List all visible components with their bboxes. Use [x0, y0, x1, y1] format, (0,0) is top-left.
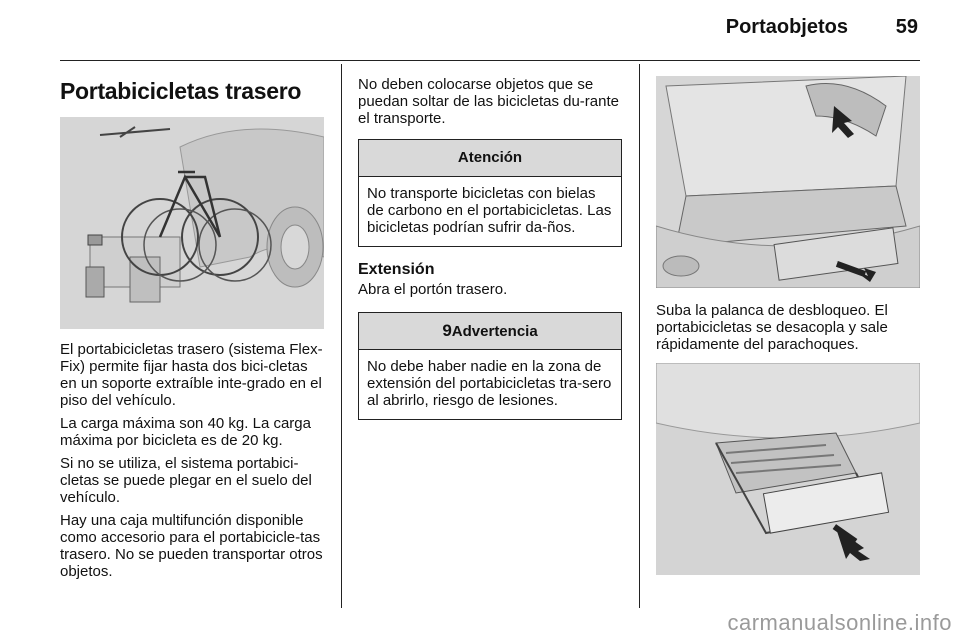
trunk-release-lever-illustration — [656, 76, 920, 288]
warning-box — [358, 312, 622, 420]
warning-text: No debe haber nadie en la zona de extensión del portabicicletas tra-sero al abrirlo, riesgo de lesiones. — [367, 358, 612, 409]
watermark: carmanualsonline.info — [727, 610, 952, 635]
column-divider-2 — [639, 64, 640, 608]
bike-carrier-illustration — [60, 117, 324, 329]
paragraph: Si no se utiliza, el sistema portabici-cletas se puede plegar en el suelo del vehículo. — [60, 455, 312, 506]
caption: Suba la palanca de desbloqueo. El portabicicletas se desacopla y sale rápidamente del parachoques. — [656, 302, 888, 353]
column-3 — [656, 64, 920, 575]
header-divider — [60, 60, 920, 61]
page-header-title: Portaobjetos — [725, 16, 848, 38]
section-title: Portabicicletas trasero — [60, 78, 302, 104]
column-divider-1 — [341, 64, 342, 608]
paragraph: El portabicicletas trasero (sistema Flex-Fix) permite fijar hasta dos bici-cletas en un soporte extraíble inte-grado en el piso del vehículo. — [60, 341, 323, 409]
attention-text: No transporte bicicletas con bielas de carbono en el portabicicletas. Las bicicletas podrían sufrir da-ños. — [367, 185, 612, 236]
subheading: Extensión — [358, 261, 435, 278]
column-2 — [358, 64, 622, 420]
paragraph: Hay una caja multifunción disponible como accesorio para el portabicicle-tas trasero. No se pueden transportar otros objetos. — [60, 512, 323, 580]
carrier-extension-illustration — [656, 363, 920, 575]
column-1 — [60, 64, 324, 586]
warning-title: Advertencia — [451, 323, 538, 340]
warning-header — [359, 313, 621, 350]
paragraph: No deben colocarse objetos que se puedan soltar de las bicicletas du-rante el transporte. — [358, 76, 619, 127]
attention-box — [358, 139, 622, 247]
paragraph: La carga máxima son 40 kg. La carga máxima por bicicleta es de 20 kg. — [60, 415, 311, 449]
attention-title: Atención — [359, 140, 621, 177]
warning-triangle-icon: 9 — [442, 321, 452, 340]
page-number: 59 — [895, 16, 918, 38]
paragraph: Abra el portón trasero. — [358, 281, 508, 298]
